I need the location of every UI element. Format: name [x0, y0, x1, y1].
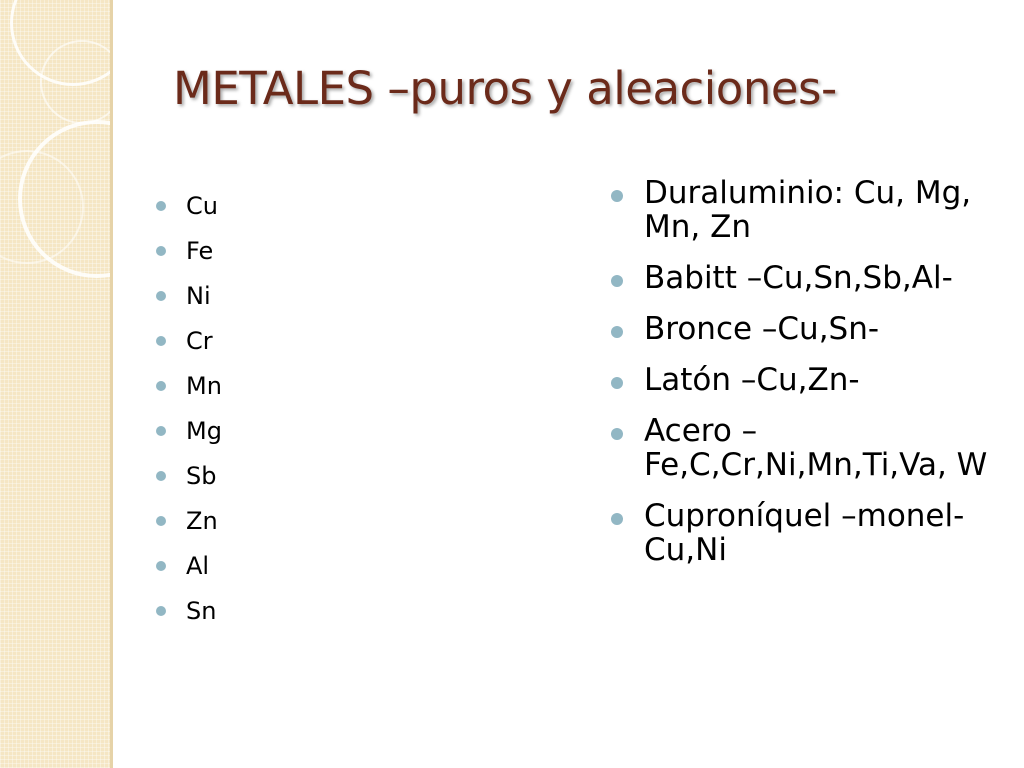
slide-title: METALES –puros y aleaciones- [173, 62, 837, 115]
bullet-icon [156, 426, 166, 436]
side-band-divider [110, 0, 113, 768]
bullet-icon [156, 336, 166, 346]
alloy-text: Duraluminio: Cu, Mg, Mn, Zn [644, 175, 972, 245]
list-item [156, 235, 222, 280]
list-item [156, 325, 222, 370]
bullet-icon [156, 291, 166, 301]
list-item [156, 595, 222, 640]
metal-symbol: Sb [186, 462, 217, 490]
list-item [611, 499, 1011, 567]
list-item [156, 460, 222, 505]
bullet-icon [611, 513, 623, 525]
bullet-icon [156, 381, 166, 391]
bullet-icon [611, 190, 623, 202]
alloy-text: Babitt –Cu,Sn,Sb,Al- [644, 260, 953, 296]
list-item [611, 176, 1011, 244]
bullet-icon [156, 606, 166, 616]
bullet-icon [611, 275, 623, 287]
list-item [156, 190, 222, 235]
decorative-ring [40, 40, 110, 124]
bullet-icon [611, 377, 623, 389]
bullet-icon [156, 561, 166, 571]
list-item [156, 550, 222, 595]
bullet-icon [156, 471, 166, 481]
metal-symbol: Cu [186, 192, 218, 220]
metal-symbol: Zn [186, 507, 218, 535]
list-item [611, 261, 1011, 295]
bullet-icon [156, 516, 166, 526]
bullet-icon [611, 428, 623, 440]
metal-symbol: Mg [186, 417, 222, 445]
list-item [156, 370, 222, 415]
list-item [611, 363, 1011, 397]
metal-symbol: Mn [186, 372, 222, 400]
decorative-side-band [0, 0, 110, 768]
list-item [156, 280, 222, 325]
bullet-icon [156, 201, 166, 211]
metal-symbol: Al [186, 552, 210, 580]
alloy-text: Latón –Cu,Zn- [644, 362, 860, 398]
metal-symbol: Cr [186, 327, 213, 355]
metal-symbol: Ni [186, 282, 211, 310]
list-item [156, 505, 222, 550]
alloy-text: Bronce –Cu,Sn- [644, 311, 880, 347]
metal-symbol: Sn [186, 597, 217, 625]
list-item [611, 312, 1011, 346]
list-item [156, 415, 222, 460]
pure-metals-list [156, 190, 222, 640]
list-item [611, 414, 1011, 482]
bullet-icon [611, 326, 623, 338]
alloy-text: Acero –Fe,C,Cr,Ni,Mn,Ti,Va, W [644, 413, 988, 483]
alloys-list [611, 176, 1011, 584]
bullet-icon [156, 246, 166, 256]
alloy-text: Cuproníquel –monel-Cu,Ni [644, 498, 965, 568]
metal-symbol: Fe [186, 237, 214, 265]
